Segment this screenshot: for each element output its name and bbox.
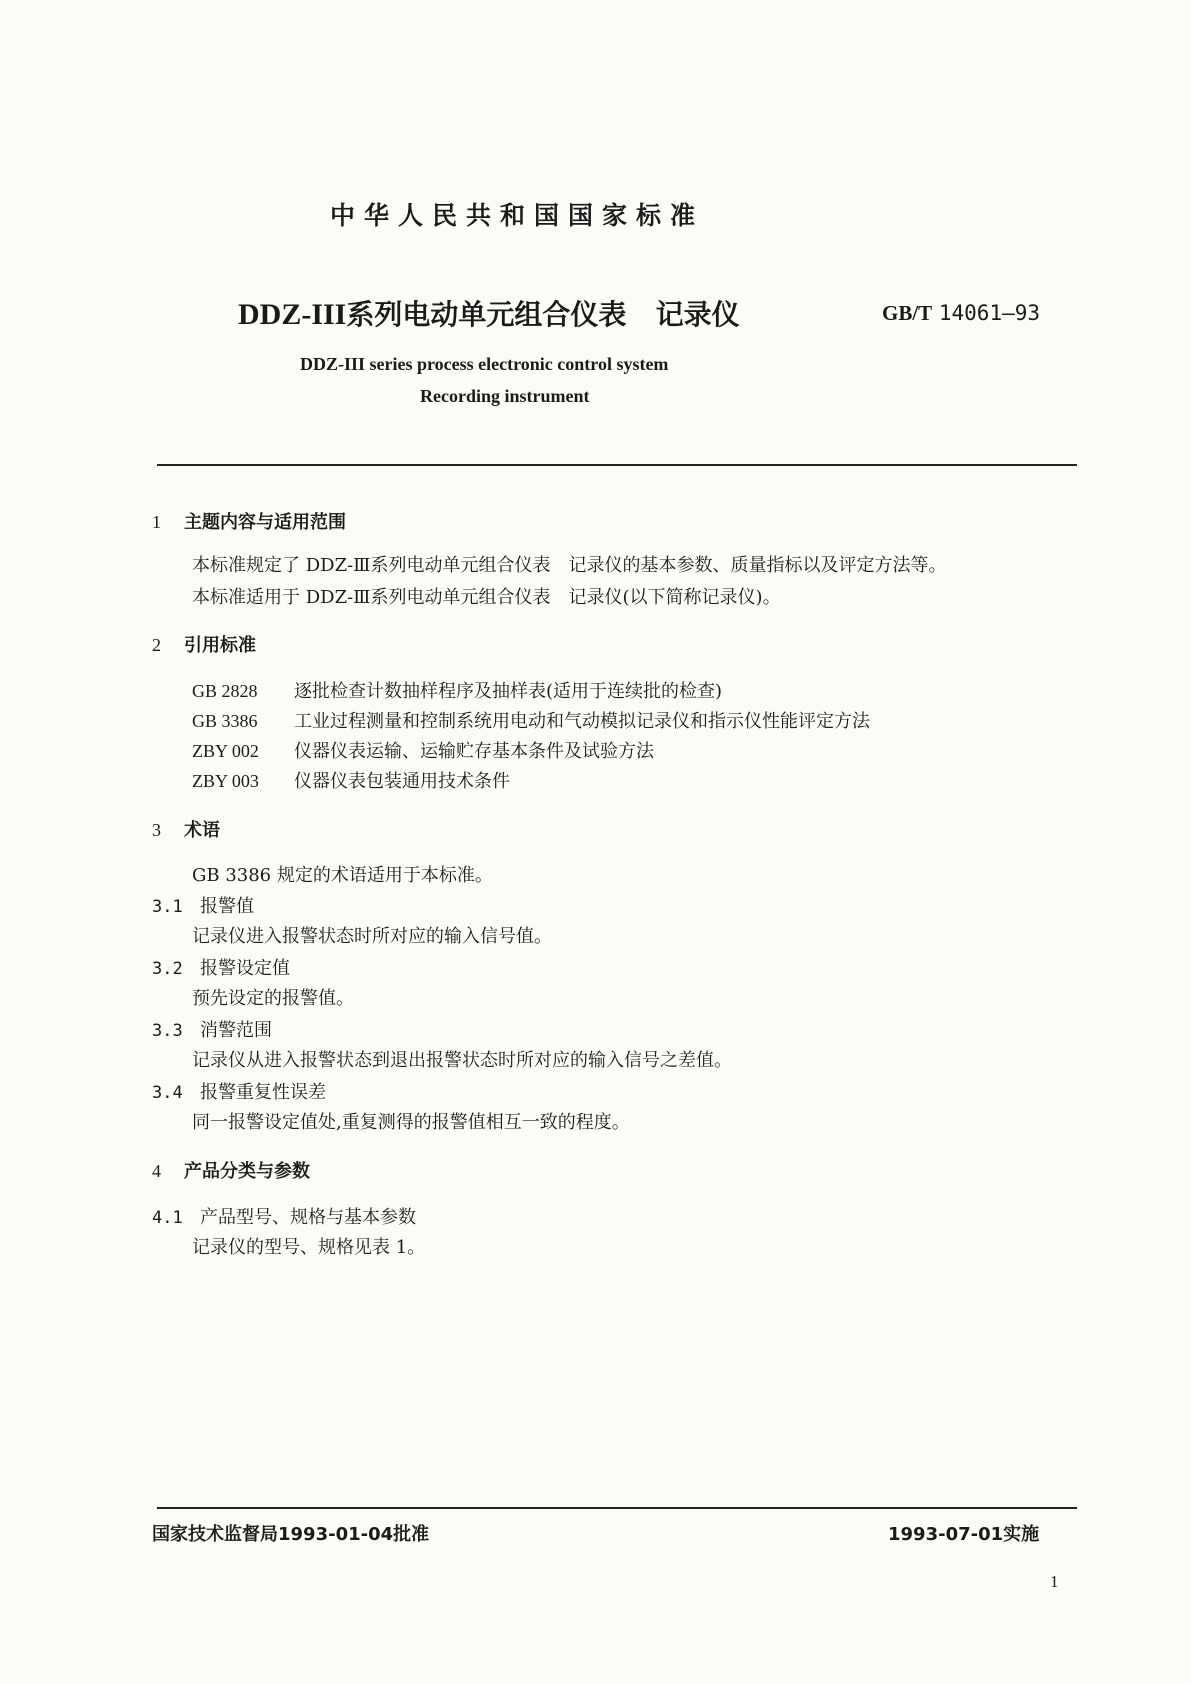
section-4-number: 4 <box>152 1161 161 1181</box>
reference-code: GB 2828 <box>192 681 258 701</box>
term-number: 3.2 <box>152 959 183 979</box>
term-heading <box>152 892 254 918</box>
reference-code: GB 3386 <box>192 711 258 731</box>
term-heading <box>152 954 290 980</box>
term-name: 消警范围 <box>200 1020 272 1041</box>
term-number: 3.4 <box>152 1083 183 1103</box>
reference-title: 逐批检查计数抽样程序及抽样表(适用于连续批的检查) <box>294 681 723 702</box>
section-3-intro: GB 3386 规定的术语适用于本标准。 <box>192 865 493 886</box>
term-definition: 预先设定的报警值。 <box>192 988 354 1009</box>
document-title <box>238 293 740 333</box>
term-name: 报警设定值 <box>200 958 290 979</box>
term-name: 报警值 <box>200 896 254 917</box>
title-series: 系列电动单元组合仪表 <box>346 298 627 331</box>
reference-item <box>192 677 722 703</box>
section-3-heading <box>152 816 220 842</box>
term-definition: 同一报警设定值处,重复测得的报警值相互一致的程度。 <box>192 1112 630 1133</box>
term-number: 3.3 <box>152 1021 183 1041</box>
term-name: 报警重复性误差 <box>200 1082 326 1103</box>
section-1-title: 主题内容与适用范围 <box>184 512 346 533</box>
reference-title: 仪器仪表运输、运输贮存基本条件及试验方法 <box>294 741 654 762</box>
implementation-date: 1993-07-01实施 <box>888 1524 1040 1545</box>
national-standard-heading: 中华人民共和国国家标准 <box>330 201 705 230</box>
standard-number <box>882 301 1040 326</box>
section-2-heading <box>152 631 256 657</box>
reference-item <box>192 737 654 763</box>
subsection-number: 4.1 <box>152 1208 183 1228</box>
reference-item <box>192 767 510 793</box>
subsection-4-1-text: 记录仪的型号、规格见表 1。 <box>192 1237 426 1258</box>
header-divider <box>157 464 1077 466</box>
section-1-paragraph-1: 本标准规定了 DDZ-Ⅲ系列电动单元组合仪表 记录仪的基本参数、质量指标以及评定方法等。 <box>192 555 947 576</box>
section-4-heading <box>152 1157 310 1183</box>
standard-code-prefix: GB/T <box>882 301 933 325</box>
term-heading <box>152 1016 272 1042</box>
term-heading <box>152 1078 326 1104</box>
subsection-title: 产品型号、规格与基本参数 <box>200 1207 416 1228</box>
section-2-title: 引用标准 <box>184 635 256 656</box>
english-title-line2: Recording instrument <box>420 386 590 406</box>
title-product: 记录仪 <box>655 298 740 331</box>
reference-code: ZBY 002 <box>192 741 259 761</box>
subsection-4-1-heading <box>152 1203 416 1229</box>
approval-statement: 国家技术监督局1993-01-04批准 <box>152 1524 430 1545</box>
section-4-title: 产品分类与参数 <box>184 1161 310 1182</box>
section-2-number: 2 <box>152 635 161 655</box>
term-definition: 记录仪进入报警状态时所对应的输入信号值。 <box>192 926 552 947</box>
english-title-line1: DDZ-III series process electronic control system <box>300 354 669 374</box>
standard-code-number: 14061—93 <box>938 301 1041 325</box>
term-definition: 记录仪从进入报警状态到退出报警状态时所对应的输入信号之差值。 <box>192 1050 732 1071</box>
footer-divider <box>157 1507 1077 1509</box>
section-1-number: 1 <box>152 512 161 532</box>
reference-code: ZBY 003 <box>192 771 259 791</box>
reference-title: 工业过程测量和控制系统用电动和气动模拟记录仪和指示仪性能评定方法 <box>294 711 870 732</box>
section-3-title: 术语 <box>184 820 220 841</box>
reference-title: 仪器仪表包装通用技术条件 <box>294 771 510 792</box>
section-1-heading <box>152 508 346 534</box>
term-number: 3.1 <box>152 897 183 917</box>
section-1-paragraph-2: 本标准适用于 DDZ-Ⅲ系列电动单元组合仪表 记录仪(以下简称记录仪)。 <box>192 587 781 608</box>
reference-item <box>192 707 870 733</box>
page-number: 1 <box>1050 1572 1059 1591</box>
section-3-number: 3 <box>152 820 161 840</box>
title-prefix: DDZ-III <box>238 298 347 331</box>
